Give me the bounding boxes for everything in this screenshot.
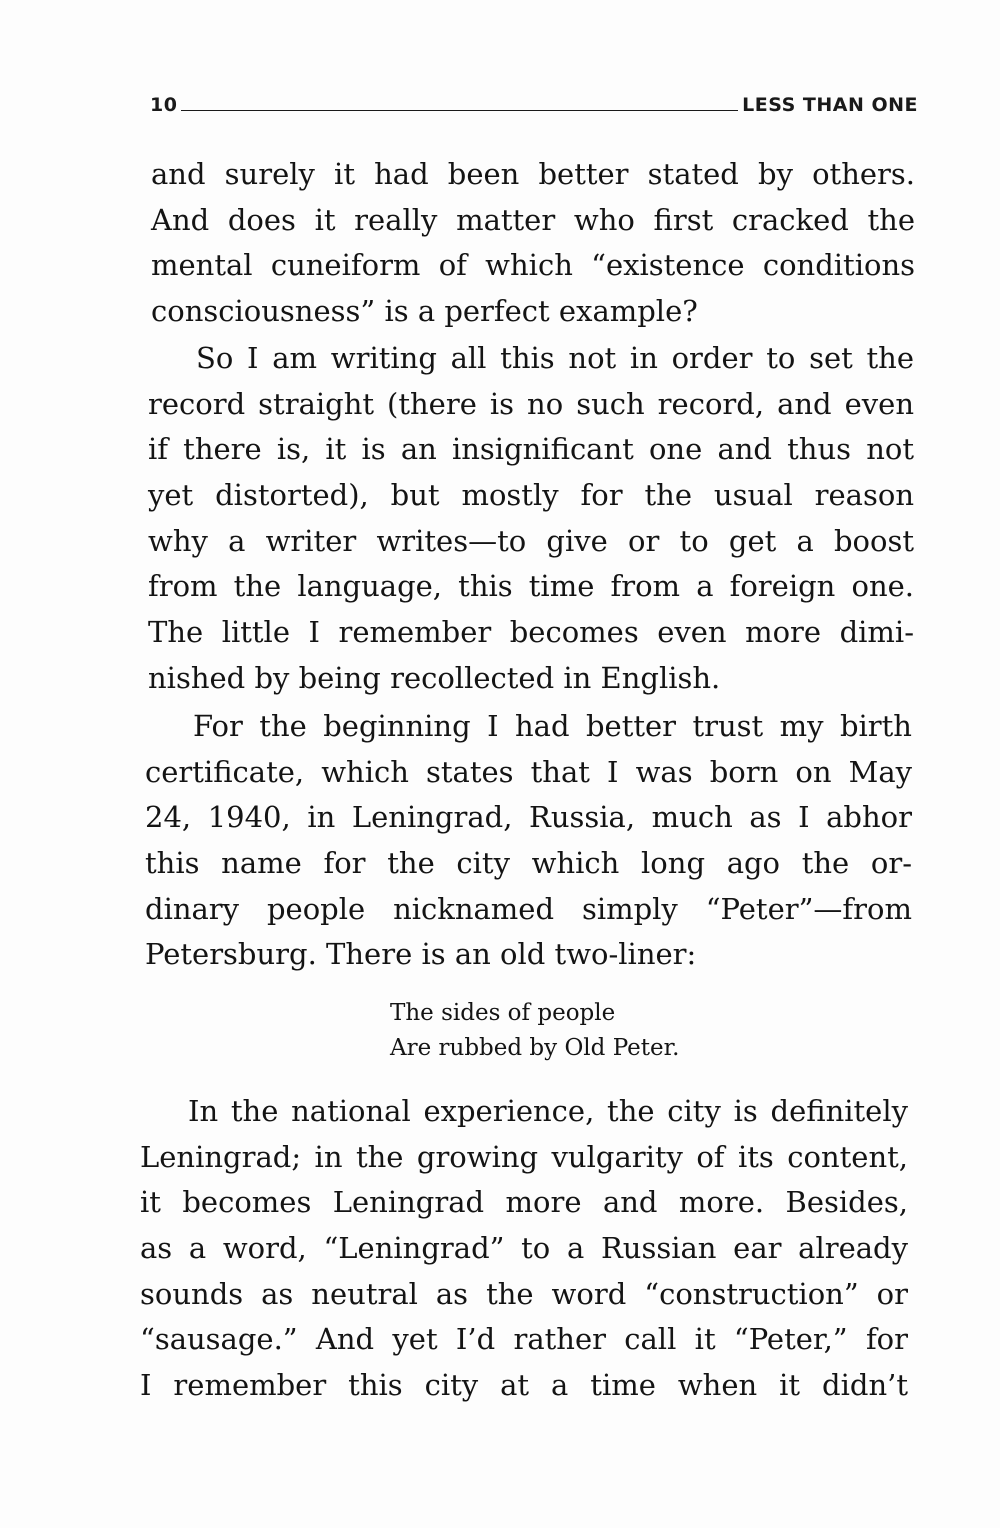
paragraph-3 [145,704,912,978]
text-line: nished by being recollected in English. [148,660,721,695]
text-line: Leningrad; in the growing vulgarity of its content, [140,1139,908,1174]
text-line: So I am writing all this not in order to set the [196,341,914,375]
text-line: 24, 1940, in Leningrad, Russia, much as I abhor [145,800,912,835]
paragraph-1 [151,152,915,335]
text-line: “sausage.” And yet I’d rather call it “Peter,” for [140,1322,908,1357]
text-line: mental cuneiform of which “existence conditions [151,248,915,283]
text-line: dinary people nicknamed simply “Peter”—from [145,891,912,926]
text-line: as a word, “Leningrad” to a Russian ear already [140,1231,908,1266]
verse-line: Are rubbed by Old Peter. [390,1035,680,1061]
verse-line: The sides of people [390,1000,616,1026]
text-line: why a writer writes—to give or to get a boost [148,523,914,558]
paragraph-4 [140,1089,908,1409]
running-title: LESS THAN ONE [742,94,918,116]
text-line: consciousness” is a perfect example? [151,294,698,329]
text-line: I remember this city at a time when it didn’t [140,1368,908,1403]
text-line: For the beginning I had better trust my birth [193,709,912,743]
paragraph-2 [148,336,914,702]
text-line: it becomes Leningrad more and more. Besides, [140,1185,908,1220]
running-head [150,86,918,116]
text-line: sounds as neutral as the word “construction” or [140,1276,908,1311]
text-line: from the language, this time from a foreign one. [148,569,914,604]
text-line: if there is, it is an insignificant one and thus not [148,432,914,467]
text-line: this name for the city which long ago the or- [145,846,912,881]
text-line: In the national experience, the city is definitely [188,1094,908,1128]
text-line: record straight (there is no such record, and even [148,386,914,421]
verse-quote [390,996,679,1066]
text-line: Petersburg. There is an old two-liner: [145,937,697,972]
text-line: And does it really matter who first cracked the [151,202,915,237]
text-line: and surely it had been better stated by others. [151,157,915,191]
page-number: 10 [150,94,178,116]
text-line: certificate, which states that I was born on May [145,754,912,789]
header-rule [181,110,738,111]
text-line: The little I remember becomes even more dimi- [148,615,914,650]
text-line: yet distorted), but mostly for the usual reason [148,478,914,513]
